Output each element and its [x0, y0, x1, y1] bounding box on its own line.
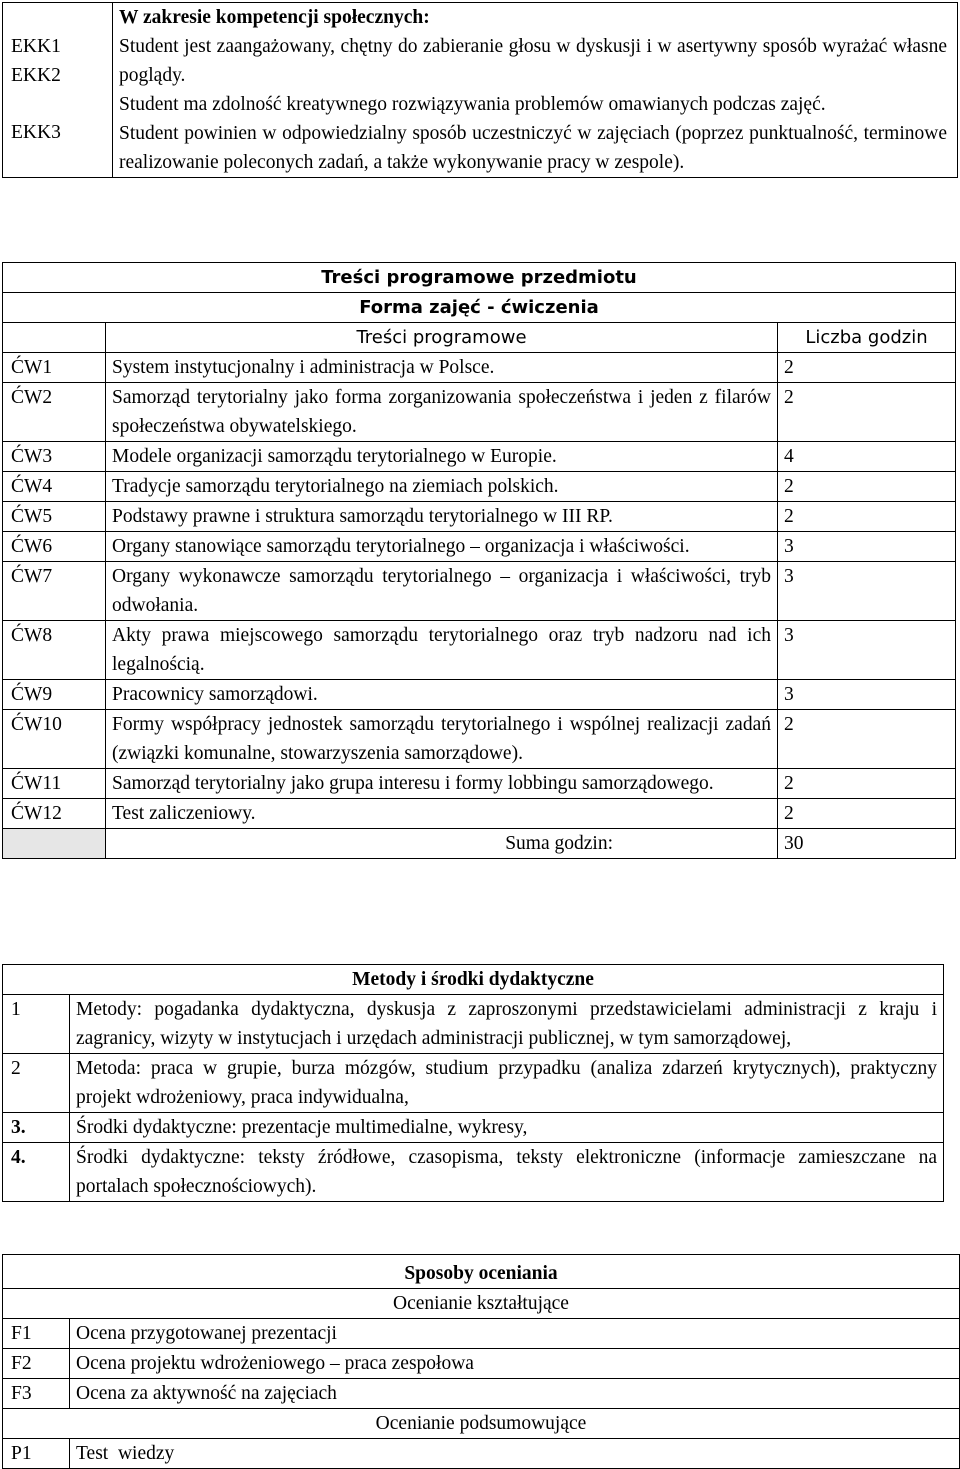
row-text: Samorząd terytorialny jako forma zorganizowania społeczeństwa i jeden z filarów społeczeństwa obywatelskiego.: [106, 383, 778, 442]
row-code: ĆW10: [3, 710, 106, 769]
method-num: 2: [3, 1054, 70, 1113]
table-row: [3, 680, 956, 710]
grade-text: Ocena projektu wdrożeniowego – praca zespołowa: [70, 1349, 960, 1379]
row-text: Formy współpracy jednostek samorządu terytorialnego i wspólnej realizacji zadań (związki komunalne, stowarzyszenia samorządowe).: [106, 710, 778, 769]
row-hours: 2: [778, 502, 956, 532]
row-code: ĆW9: [3, 680, 106, 710]
grade-text: Test wiedzy: [70, 1439, 960, 1469]
grade-text: Ocena przygotowanej prezentacji: [70, 1319, 960, 1349]
table-row: [3, 1143, 944, 1202]
competence-code: EKK2: [11, 65, 61, 86]
grading-title: Sposoby oceniania: [3, 1255, 960, 1289]
method-text: Metody: pogadanka dydaktyczna, dyskusja z zaproszonymi przedstawicielami administracji z kraju i zagranicy, wizyty w instytucjach i urzędach administracji publicznej, w tym samorządowej,: [70, 995, 944, 1054]
method-text: Metoda: praca w grupie, burza mózgów, studium przypadku (analiza zdarzeń krytycznych), praktyczny projekt wdrożeniowy, praca indywidualna,: [70, 1054, 944, 1113]
table-row: [3, 562, 956, 621]
table-row: [3, 442, 956, 472]
table-row: [3, 799, 956, 829]
row-text: Modele organizacji samorządu terytorialnego w Europie.: [106, 442, 778, 472]
table-row: [3, 502, 956, 532]
table-row: [3, 995, 944, 1054]
row-hours: 3: [778, 680, 956, 710]
table-row: [3, 621, 956, 680]
row-code: ĆW1: [3, 353, 106, 383]
table-row: [3, 1319, 960, 1349]
row-code: ĆW5: [3, 502, 106, 532]
row-text: Test zaliczeniowy.: [106, 799, 778, 829]
grade-code: P1: [3, 1439, 70, 1469]
methods-table: [2, 964, 944, 1202]
table-row: [3, 769, 956, 799]
sum-value: 30: [778, 829, 956, 859]
header-empty-cell: [3, 323, 106, 353]
row-text: Tradycje samorządu terytorialnego na ziemiach polskich.: [106, 472, 778, 502]
grading-table: [2, 1254, 960, 1469]
row-hours: 4: [778, 442, 956, 472]
row-text: Organy stanowiące samorządu terytorialnego – organizacja i właściwości.: [106, 532, 778, 562]
competence-code: EKK1: [11, 36, 61, 57]
table-row: [3, 353, 956, 383]
method-num: 1: [3, 995, 70, 1054]
table-row: [3, 383, 956, 442]
row-hours: 2: [778, 472, 956, 502]
method-text: Środki dydaktyczne: prezentacje multimedialne, wykresy,: [70, 1113, 944, 1143]
competence-code: EKK3: [11, 122, 61, 143]
summative-title: Ocenianie podsumowujące: [3, 1409, 960, 1439]
table-row: [3, 1379, 960, 1409]
table-row: [3, 710, 956, 769]
row-code: ĆW4: [3, 472, 106, 502]
row-code: ĆW7: [3, 562, 106, 621]
row-text: Akty prawa miejscowego samorządu terytorialnego oraz tryb nadzoru nad ich legalnością.: [106, 621, 778, 680]
method-text: Środki dydaktyczne: teksty źródłowe, czasopisma, teksty elektroniczne (informacje zamieszczane na portalach społecznościowych).: [70, 1143, 944, 1202]
competence-texts-cell: [113, 3, 958, 178]
competence-text: Student powinien w odpowiedzialny sposób uczestniczyć w zajęciach (poprzez punktualność, terminowe realizowanie poleconych zadań, a także wykonywanie pracy w zespole).: [119, 123, 947, 173]
table-row: [3, 1054, 944, 1113]
row-text: System instytucjonalny i administracja w Polsce.: [106, 353, 778, 383]
table-row: [3, 1349, 960, 1379]
grade-code: F3: [3, 1379, 70, 1409]
grade-code: F1: [3, 1319, 70, 1349]
methods-title: Metody i środki dydaktyczne: [3, 965, 944, 995]
row-code: ĆW12: [3, 799, 106, 829]
row-code: ĆW6: [3, 532, 106, 562]
competences-table: [2, 2, 958, 178]
row-text: Podstawy prawne i struktura samorządu terytorialnego w III RP.: [106, 502, 778, 532]
competence-codes-cell: [3, 3, 113, 178]
row-hours: 2: [778, 769, 956, 799]
row-hours: 2: [778, 710, 956, 769]
table-row: [3, 1113, 944, 1143]
table-row: [3, 472, 956, 502]
sum-row: [3, 829, 956, 859]
row-text: Organy wykonawcze samorządu terytorialnego – organizacja i właściwości, tryb odwołania.: [106, 562, 778, 621]
row-hours: 2: [778, 799, 956, 829]
program-table: [2, 262, 956, 859]
method-num: 3.: [3, 1113, 70, 1143]
table-row: [3, 532, 956, 562]
row-hours: 3: [778, 562, 956, 621]
competence-text: Student ma zdolność kreatywnego rozwiązywania problemów omawianych podczas zajęć.: [119, 94, 826, 115]
grade-code: F2: [3, 1349, 70, 1379]
row-hours: 2: [778, 383, 956, 442]
formative-title: Ocenianie kształtujące: [3, 1289, 960, 1319]
table-row: [3, 1439, 960, 1469]
row-text: Samorząd terytorialny jako grupa interesu i formy lobbingu samorządowego.: [106, 769, 778, 799]
row-hours: 3: [778, 621, 956, 680]
competence-text: Student jest zaangażowany, chętny do zabieranie głosu w dyskusji i w asertywny sposób wyrażać własne poglądy.: [119, 36, 947, 86]
sum-label: Suma godzin:: [106, 829, 778, 859]
row-code: ĆW8: [3, 621, 106, 680]
row-code: ĆW11: [3, 769, 106, 799]
method-num: 4.: [3, 1143, 70, 1202]
competences-header: W zakresie kompetencji społecznych:: [119, 7, 430, 28]
program-title: Treści programowe przedmiotu: [3, 263, 956, 293]
col-hours-header: Liczba godzin: [778, 323, 956, 353]
col-content-header: Treści programowe: [106, 323, 778, 353]
row-hours: 2: [778, 353, 956, 383]
row-code: ĆW2: [3, 383, 106, 442]
row-hours: 3: [778, 532, 956, 562]
sum-empty-cell: [3, 829, 106, 859]
row-text: Pracownicy samorządowi.: [106, 680, 778, 710]
program-form: Forma zajęć - ćwiczenia: [3, 293, 956, 323]
grade-text: Ocena za aktywność na zajęciach: [70, 1379, 960, 1409]
row-code: ĆW3: [3, 442, 106, 472]
